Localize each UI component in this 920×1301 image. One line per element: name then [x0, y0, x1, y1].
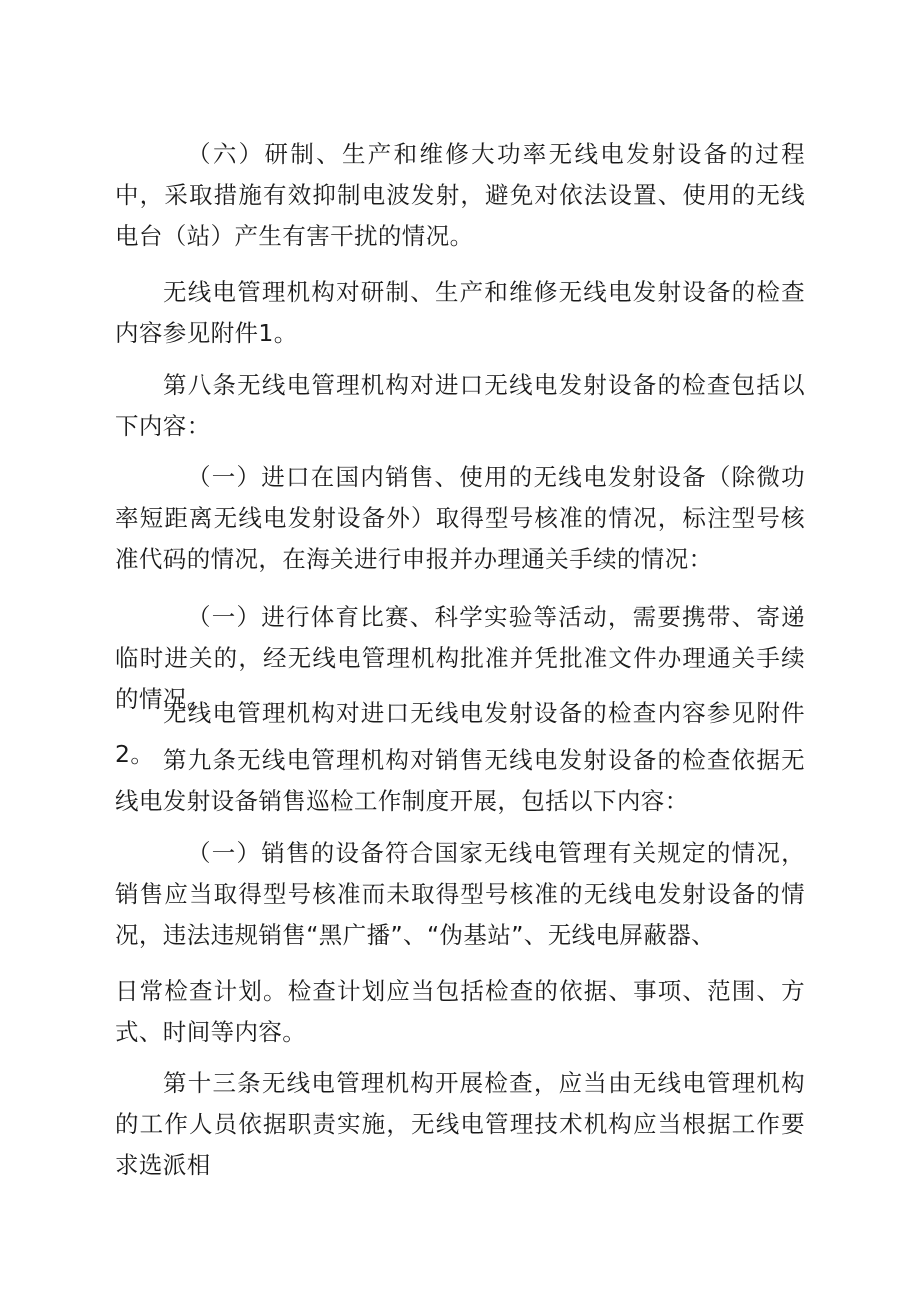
paragraph-inspection-content-appendix-1: 无线电管理机构对研制、生产和维修无线电发射设备的检查内容参见附件1。 [115, 278, 805, 347]
paragraph-article-9: 第九条无线电管理机构对销售无线电发射设备的检查依据无线电发射设备销售巡检工作制度开展，包括以下内容： [115, 746, 805, 815]
paragraph-article-13: 第十三条无线电管理机构开展检查，应当由无线电管理机构的工作人员依据职责实施，无线电管理技术机构应当根据工作要求选派相 [115, 1069, 805, 1179]
paragraph-article-8-item-temporary-entry: （一）进行体育比赛、科学实验等活动，需要携带、寄递临时进关的，经无线电管理机构批准并凭批准文件办理通关手续的情况。 [115, 603, 805, 713]
paragraph-article-9-item-1: （一）销售的设备符合国家无线电管理有关规定的情况，销售应当取得型号核准而未取得型号核准的无线电发射设备的情况，违法违规销售“黑广播”、“伪基站”、无线电屏蔽器、 [115, 839, 805, 949]
paragraph-inspection-plan: 日常检查计划。检查计划应当包括检查的依据、事项、范围、方式、时间等内容。 [115, 977, 805, 1046]
paragraph-article-8-item-1: （一）进口在国内销售、使用的无线电发射设备（除微功率短距离无线电发射设备外）取得型号核准的情况，标注型号核准代码的情况，在海关进行申报并办理通关手续的情况： [115, 463, 805, 573]
paragraph-inspection-content-appendix-2: 无线电管理机构对进口无线电发射设备的检查内容参见附件2。 [115, 699, 805, 768]
paragraph-article-8: 第八条无线电管理机构对进口无线电发射设备的检查包括以下内容： [115, 371, 805, 440]
paragraph-item-6-interference: （六）研制、生产和维修大功率无线电发射设备的过程中，采取措施有效抑制电波发射，避免对依法设置、使用的无线电台（站）产生有害干扰的情况。 [115, 140, 805, 250]
